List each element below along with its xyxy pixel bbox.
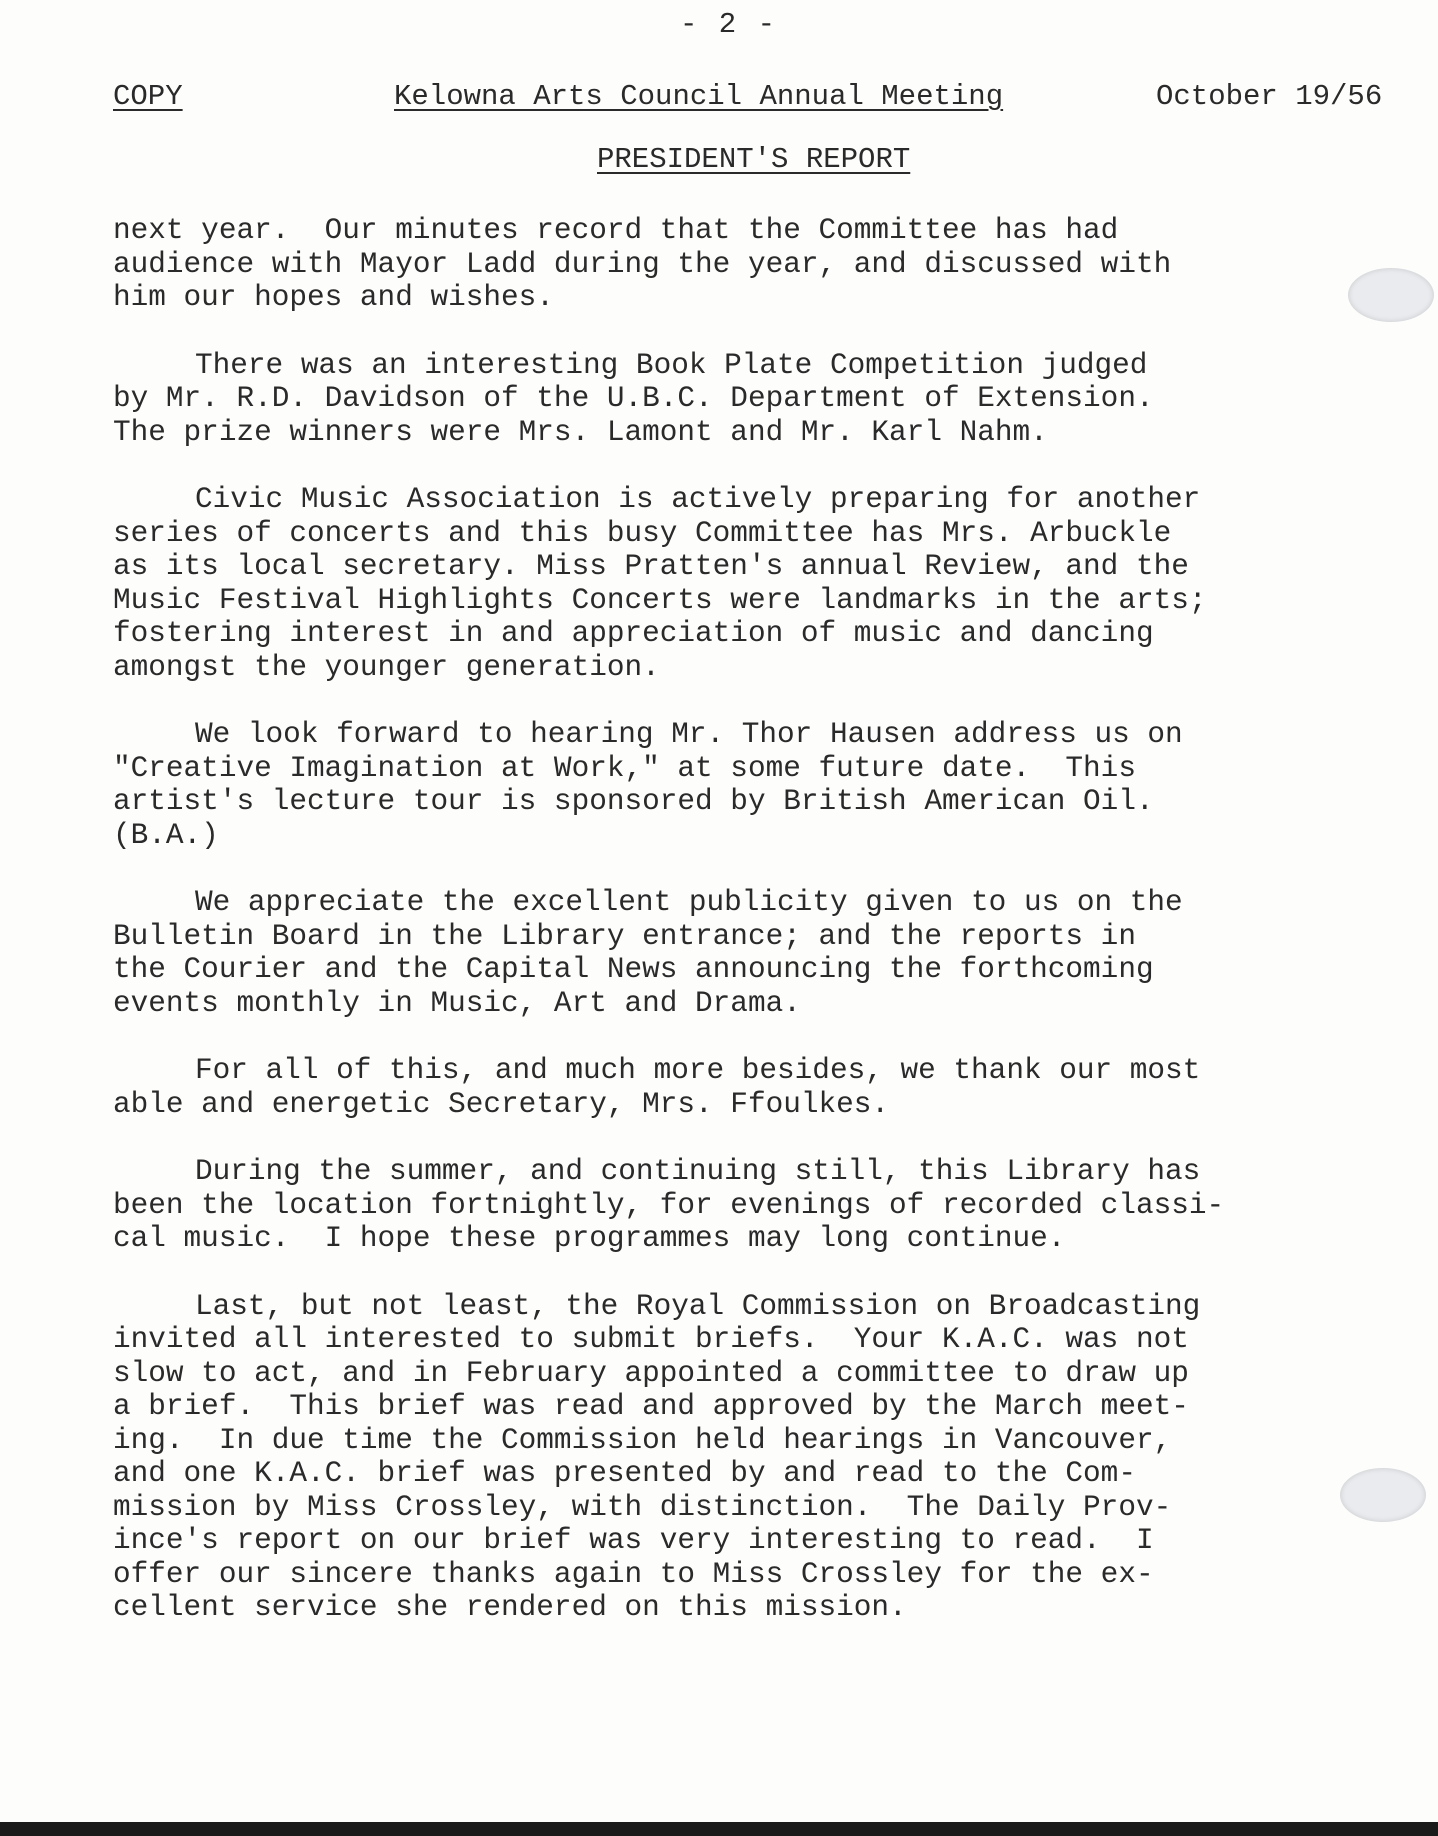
text-line: the Courier and the Capital News announcing the forthcoming <box>113 953 1154 986</box>
paragraph <box>113 349 1363 450</box>
paragraph <box>113 886 1363 1020</box>
text-line: a brief. This brief was read and approved by the March meet- <box>113 1390 1189 1423</box>
text-line: ing. In due time the Commission held hearings in Vancouver, <box>113 1423 1172 1457</box>
page-number: - 2 - <box>680 8 778 41</box>
paragraph <box>113 214 1363 315</box>
text-line: The prize winners were Mrs. Lamont and Mr. Karl Nahm. <box>113 415 1048 449</box>
text-line: Bulletin Board in the Library entrance; and the reports in <box>113 919 1136 953</box>
paragraph <box>113 1054 1363 1121</box>
paragraph <box>113 718 1363 852</box>
text-line: fostering interest in and appreciation of music and dancing <box>113 617 1154 650</box>
text-line: offer our sincere thanks again to Miss Crossley for the ex- <box>113 1557 1154 1591</box>
text-line: ince's report on our brief was very interesting to read. I <box>113 1524 1154 1557</box>
text-line: invited all interested to submit briefs. Your K.A.C. was not <box>113 1323 1189 1356</box>
text-line: and one K.A.C. brief was presented by and read to the Com- <box>113 1457 1136 1490</box>
text-line: events monthly in Music, Art and Drama. <box>113 986 801 1020</box>
text-line: Last, but not least, the Royal Commission on Broadcasting <box>195 1289 1201 1323</box>
copy-label: COPY <box>113 80 183 113</box>
text-line: Civic Music Association is actively preparing for another <box>195 483 1201 516</box>
text-line: Music Festival Highlights Concerts were landmarks in the arts; <box>113 583 1207 617</box>
report-body <box>113 214 1363 1659</box>
text-line: We look forward to hearing Mr. Thor Hausen address us on <box>195 718 1183 751</box>
text-line: We appreciate the excellent publicity given to us on the <box>195 886 1183 919</box>
text-line: (B.A.) <box>113 818 219 852</box>
text-line: During the summer, and continuing still, this Library has <box>195 1155 1201 1188</box>
text-line: him our hopes and wishes. <box>113 281 554 314</box>
paragraph <box>113 483 1363 684</box>
meeting-date: October 19/56 <box>1156 80 1383 113</box>
meeting-title: Kelowna Arts Council Annual Meeting <box>394 80 1004 113</box>
text-line: audience with Mayor Ladd during the year, and discussed with <box>113 247 1172 281</box>
text-line: cellent service she rendered on this mission. <box>113 1591 907 1624</box>
text-line: been the location fortnightly, for evenings of recorded classi- <box>113 1188 1225 1222</box>
paragraph <box>113 1290 1363 1625</box>
text-line: next year. Our minutes record that the Committee has had <box>113 214 1119 247</box>
text-line: "Creative Imagination at Work," at some future date. This <box>113 751 1136 785</box>
text-line: artist's lecture tour is sponsored by British American Oil. <box>113 785 1154 818</box>
text-line: able and energetic Secretary, Mrs. Ffoulkes. <box>113 1087 890 1121</box>
text-line: by Mr. R.D. Davidson of the U.B.C. Department of Extension. <box>113 382 1154 415</box>
text-line: as its local secretary. Miss Pratten's annual Review, and the <box>113 550 1189 583</box>
text-line: There was an interesting Book Plate Competition judged <box>195 348 1148 382</box>
report-title: PRESIDENT'S REPORT <box>597 143 911 176</box>
text-line: series of concerts and this busy Committee has Mrs. Arbuckle <box>113 516 1172 550</box>
text-line: amongst the younger generation. <box>113 650 660 684</box>
scan-edge <box>0 1822 1438 1836</box>
text-line: cal music. I hope these programmes may long continue. <box>113 1222 1066 1255</box>
paragraph <box>113 1155 1363 1256</box>
text-line: mission by Miss Crossley, with distinction. The Daily Prov- <box>113 1490 1172 1524</box>
text-line: slow to act, and in February appointed a committee to draw up <box>113 1356 1189 1390</box>
text-line: For all of this, and much more besides, we thank our most <box>195 1054 1201 1087</box>
